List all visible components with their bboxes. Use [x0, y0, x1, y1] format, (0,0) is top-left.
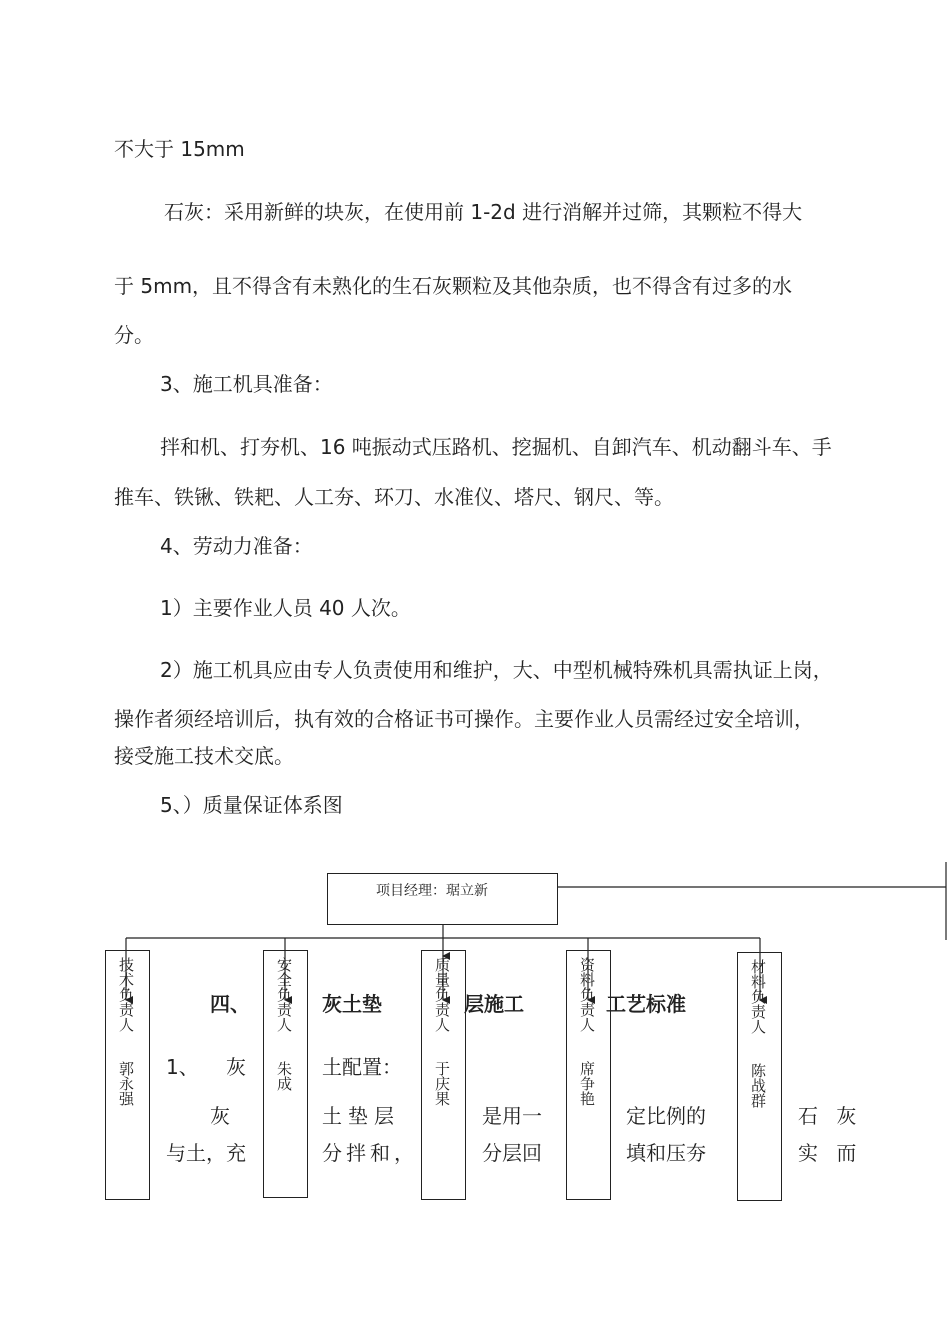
role-title: 质量负责人	[433, 957, 451, 1032]
paragraph-8: 4、劳动力准备：	[160, 534, 313, 558]
body-text-fragment: 定比例的	[626, 1104, 706, 1128]
paragraph-12: 接受施工技术交底。	[114, 744, 294, 768]
body-text-fragment: 土配置：	[322, 1055, 402, 1079]
org-chart-manager-label: 项目经理：琚立新	[376, 883, 488, 899]
body-text-fragment: 石 灰	[798, 1104, 863, 1128]
body-text-fragment: 分拌和，	[322, 1141, 418, 1165]
body-text-fragment: 实 而	[798, 1141, 863, 1165]
org-chart-role-box-quality	[421, 950, 466, 1200]
paragraph-3: 于 5mm，且不得含有未熟化的生石灰颗粒及其他杂质，也不得含有过多的水	[114, 274, 793, 298]
role-title: 技术负责人	[117, 957, 135, 1032]
body-text-fragment: 土垫层	[322, 1104, 400, 1128]
paragraph-13: 5、）质量保证体系图	[160, 793, 343, 817]
role-person-name: 于庆果	[433, 1061, 451, 1106]
org-chart-role-box-materials	[737, 952, 782, 1201]
body-text-fragment: 灰	[226, 1055, 246, 1079]
role-person-name: 朱成	[275, 1061, 293, 1091]
body-text-fragment: 灰	[210, 1104, 230, 1128]
role-person-name: 席争艳	[578, 1061, 596, 1106]
org-chart-role-box-safety	[263, 950, 308, 1198]
role-title: 材料负责人	[749, 959, 767, 1034]
paragraph-4: 分。	[114, 323, 154, 347]
role-title: 资料负责人	[578, 957, 596, 1032]
org-chart-role-box-documents	[566, 950, 611, 1200]
paragraph-6: 拌和机、打夯机、16 吨振动式压路机、挖掘机、自卸汽车、机动翻斗车、手	[160, 435, 832, 459]
role-person-name: 郭永强	[117, 1061, 135, 1106]
body-text-fragment: 1、	[166, 1055, 199, 1079]
paragraph-1: 不大于 15mm	[114, 137, 245, 161]
paragraph-7: 推车、铁锹、铁耙、人工夯、环刀、水准仪、塔尺、钢尺、等。	[114, 485, 674, 509]
org-chart-role-box-tech	[105, 950, 150, 1200]
paragraph-5: 3、施工机具准备：	[160, 372, 333, 396]
section-heading-part-2: 灰土垫	[322, 992, 382, 1016]
body-text-fragment: 是用一	[482, 1104, 542, 1128]
paragraph-2: 石灰：采用新鲜的块灰，在使用前 1-2d 进行消解并过筛，其颗粒不得大	[164, 200, 803, 224]
section-heading-part-4: 工艺标准	[606, 992, 686, 1016]
section-heading-part-1: 四、	[210, 992, 250, 1016]
org-chart-manager-box	[327, 873, 558, 925]
body-text-fragment: 填和压夯	[626, 1141, 706, 1165]
paragraph-9: 1）主要作业人员 40 人次。	[160, 596, 411, 620]
paragraph-10: 2）施工机具应由专人负责使用和维护，大、中型机械特殊机具需执证上岗，	[160, 658, 833, 682]
body-text-fragment: 分层回	[482, 1141, 542, 1165]
body-text-fragment: 与土，充	[166, 1141, 246, 1165]
role-title: 安全负责人	[275, 957, 293, 1032]
section-heading-part-3: 层施工	[464, 992, 524, 1016]
paragraph-11: 操作者须经培训后，执有效的合格证书可操作。主要作业人员需经过安全培训，	[114, 707, 814, 731]
role-person-name: 陈战群	[749, 1063, 767, 1108]
